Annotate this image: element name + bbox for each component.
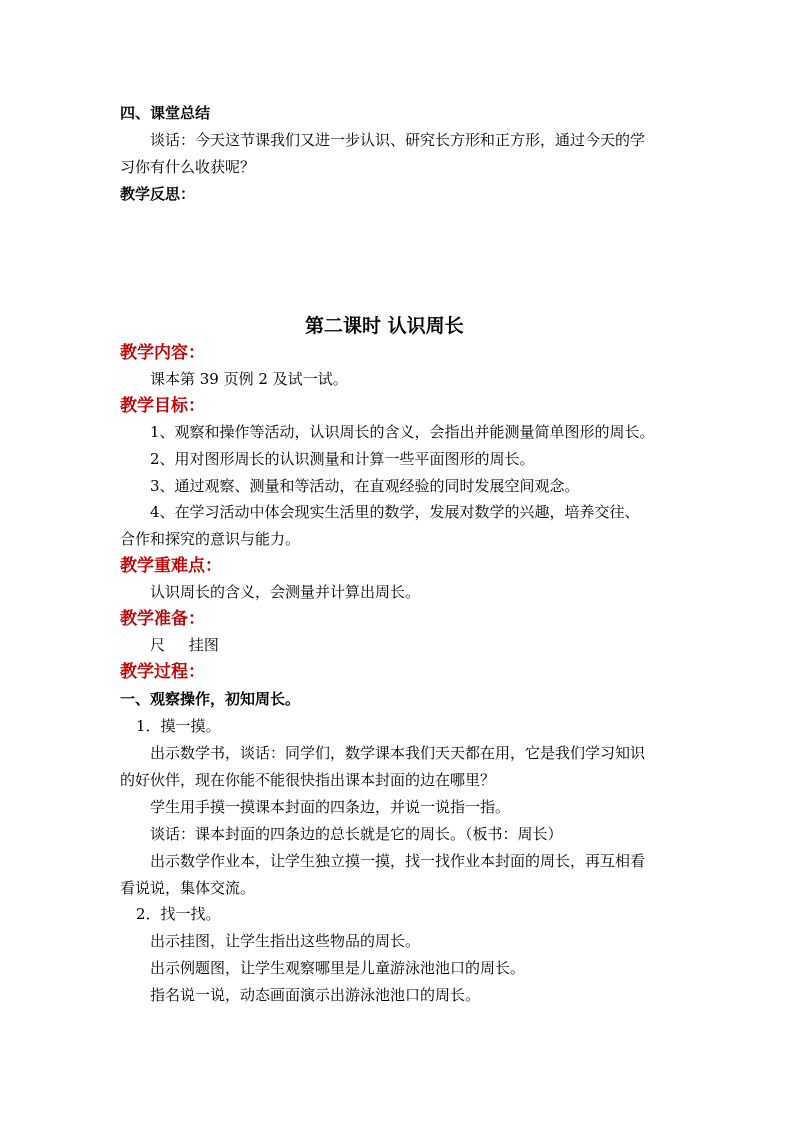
goal-item: 2、用对图形周长的认识测量和计算一些平面图形的周长。: [150, 450, 535, 468]
process-label: 教学过程：: [120, 662, 205, 682]
step-heading: 1．摸一摸。: [136, 717, 221, 735]
goal-item: 1、观察和操作等活动，认识周长的含义，会指出并能测量简单图形的周长。: [150, 423, 655, 441]
paragraph-line: 学生用手摸一摸课本封面的四条边，并说一说指一指。: [150, 798, 511, 816]
paragraph-line: 出示数学书，谈话：同学们，数学课本我们天天都在用，它是我们学习知识: [150, 744, 646, 762]
key-points-text: 认识周长的含义，会测量并计算出周长。: [150, 583, 421, 601]
preparation-text: 尺 挂图: [150, 636, 219, 654]
section-heading: 四、课堂总结: [120, 104, 211, 122]
step-heading: 2．找一找。: [136, 905, 221, 923]
paragraph-line: 看说说，集体交流。: [120, 879, 256, 897]
paragraph-line: 习你有什么收获呢？: [120, 158, 256, 176]
key-points-label: 教学重难点：: [120, 556, 222, 576]
goals-label: 教学目标：: [120, 396, 205, 416]
goal-item: 4、在学习活动中体会现实生活里的数学，发展对数学的兴趣，培养交往、: [150, 503, 640, 521]
paragraph-line: 出示例题图，让学生观察哪里是儿童游泳池池口的周长。: [150, 959, 526, 977]
part-heading: 一、观察操作，初知周长。: [120, 690, 301, 708]
paragraph-line: 出示挂图，让学生指出这些物品的周长。: [150, 932, 421, 950]
preparation-label: 教学准备：: [120, 609, 205, 629]
paragraph-line: 谈话：课本封面的四条边的总长就是它的周长。（板书：周长）: [150, 825, 563, 843]
content-label: 教学内容：: [120, 343, 205, 363]
paragraph-line: 谈话：今天这节课我们又进一步认识、研究长方形和正方形，通过今天的学: [150, 131, 646, 149]
paragraph-line: 的好伙伴，现在你能不能很快指出课本封面的边在哪里？: [120, 771, 496, 789]
content-text: 课本第 39 页例 2 及试一试。: [150, 370, 348, 388]
paragraph-line: 出示数学作业本，让学生独立摸一摸，找一找作业本封面的周长，再互相看: [150, 852, 646, 870]
lesson-title: 第二课时 认识周长: [305, 315, 464, 337]
goal-item: 3、通过观察、测量和等活动，在直观经验的同时发展空间观念。: [150, 477, 580, 495]
goal-item-continued: 合作和探究的意识与能力。: [120, 530, 301, 548]
reflection-label: 教学反思：: [120, 185, 196, 203]
paragraph-line: 指名说一说，动态画面演示出游泳池池口的周长。: [150, 986, 481, 1004]
